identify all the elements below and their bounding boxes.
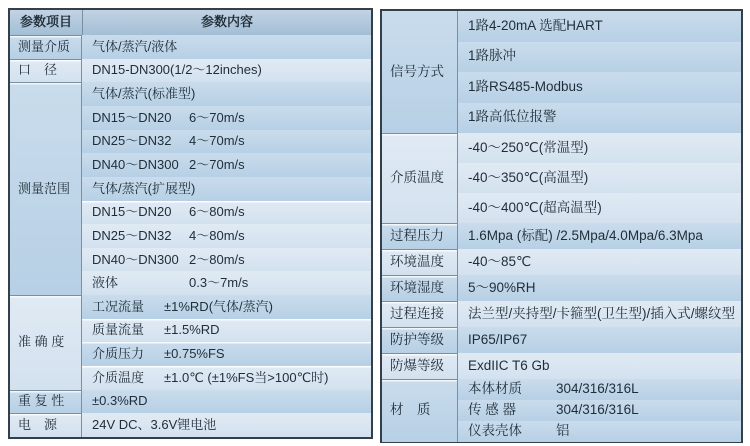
group-label-text: 防护等级 [390,331,444,347]
group-label-text: 准 确 度 [18,334,65,350]
line-value: 6～70m/s [189,109,245,125]
group-content [82,295,371,390]
spec-group [382,379,741,442]
group-label [10,35,82,59]
spec-line [458,400,741,421]
spec-line [82,319,371,343]
line-name: DN15～DN20 [92,109,172,125]
spec-line: 1路脉冲 [458,42,741,73]
line-value: ±1.0℃ (±1%FS当>100℃时) [164,369,329,385]
spec-group [382,249,741,275]
spec-group [382,353,741,379]
group-label [10,82,82,295]
line-value: 2～80m/s [189,251,245,267]
group-label-text: 材 质 [390,402,431,418]
spec-line [82,106,371,130]
line-value: 304/316/316L [556,402,639,418]
group-content [458,11,741,133]
group-label [382,133,458,223]
spec-line [82,201,371,225]
group-content [458,223,741,249]
group-label [382,301,458,327]
line-value: 铝 [556,423,570,439]
spec-group [382,133,741,223]
spec-line: 气体/蒸汽(扩展型) [82,177,371,201]
line-value: 4～80m/s [189,227,245,243]
group-label [10,295,82,390]
line-name: 仪表壳体 [468,423,522,439]
group-label [382,249,458,275]
spec-line: 24V DC、3.6V锂电池 [82,413,371,437]
group-label [382,275,458,301]
group-label-text: 测量范围 [18,180,71,196]
line-name: DN25～DN32 [92,227,172,243]
header-parameter-item: 参数项目 [10,10,83,35]
spec-line [458,379,741,400]
spec-group [382,275,741,301]
line-value: 0.3～7m/s [189,275,249,291]
spec-line: -40～350℃(高温型) [458,163,741,193]
group-label [382,327,458,353]
group-label-text: 介质温度 [390,169,444,185]
line-name: 传 感 器 [468,402,517,418]
spec-group [10,59,371,83]
line-value: ±0.75%FS [164,346,225,362]
group-label-text: 电 源 [18,417,58,433]
group-content [458,327,741,353]
line-name: 工况流量 [92,298,145,314]
group-content [458,249,741,275]
spec-group [10,82,371,295]
group-label-text: 信号方式 [390,63,444,79]
spec-line: 1路高低位报警 [458,103,741,134]
spec-line [82,295,371,319]
line-name: 液体 [92,275,119,291]
spec-group [382,11,741,133]
spec-line [82,153,371,177]
group-content [82,35,371,59]
spec-line: DN15-DN300(1/2～12inches) [82,59,371,83]
spec-line [458,421,741,442]
group-label [10,390,82,414]
parameter-table-left [8,8,373,439]
spec-line: -40～85℃ [458,249,741,275]
spec-line [82,224,371,248]
spec-line [82,130,371,154]
group-label [382,11,458,133]
spec-line [82,366,371,390]
spec-line: 1.6Mpa (标配) /2.5Mpa/4.0Mpa/6.3Mpa [458,223,741,249]
group-content [458,379,741,442]
group-label [382,353,458,379]
group-content [458,275,741,301]
spec-line: 5～90%RH [458,275,741,301]
line-value: 304/316/316L [556,381,639,397]
line-name: DN15～DN20 [92,204,172,220]
parameter-table-right [380,9,743,443]
group-label-text: 口 径 [18,62,58,78]
spec-group [10,390,371,414]
group-content [82,82,371,295]
header-parameter-content: 参数内容 [200,14,253,30]
spec-line: 法兰型/夹持型/卡箍型(卫生型)/插入式/螺纹型 [458,301,741,327]
group-label-text: 重 复 性 [18,393,65,409]
group-label-text: 环境温度 [390,253,444,269]
group-label-text: 过程连接 [390,305,444,321]
group-label-text: 过程压力 [390,227,444,243]
group-label [10,413,82,437]
spec-line: -40～400℃(超高温型) [458,193,741,223]
group-label-text: 防爆等级 [390,357,444,373]
spec-group [10,295,371,390]
line-value: 6～80m/s [189,204,245,220]
spec-group [10,35,371,59]
group-label [382,223,458,249]
group-content [82,390,371,414]
spec-line: 气体/蒸汽/液体 [82,35,371,59]
line-value: ±1%RD(气体/蒸汽) [164,298,273,314]
spec-group [382,327,741,353]
group-content [82,413,371,437]
spec-line: -40～250℃(常温型) [458,133,741,163]
group-content [82,59,371,83]
spec-line: 1路RS485-Modbus [458,72,741,103]
spec-line: ExdIIC T6 Gb [458,353,741,379]
group-label-text: 环境湿度 [390,279,444,295]
spec-line: IP65/IP67 [458,327,741,353]
table-header-row [10,10,371,35]
group-content [458,353,741,379]
group-label-text: 测量介质 [18,38,71,54]
spec-line [82,248,371,272]
line-name: DN40～DN300 [92,251,179,267]
spec-group [382,223,741,249]
table-body [382,11,741,442]
line-name: DN25～DN32 [92,133,172,149]
spec-line [82,271,371,295]
line-name: 介质温度 [92,369,145,385]
group-label [382,379,458,442]
line-name: 介质压力 [92,346,145,362]
line-value: ±1.5%RD [164,322,220,338]
line-value: 4～70m/s [189,133,245,149]
table-body [10,35,371,437]
group-content [458,301,741,327]
line-name: 本体材质 [468,381,522,397]
spec-group [382,301,741,327]
group-label [10,59,82,83]
spec-line: 气体/蒸汽(标准型) [82,82,371,106]
line-name: 质量流量 [92,322,145,338]
line-value: 2～70m/s [189,156,245,172]
group-content [458,133,741,223]
spec-group [10,413,371,437]
spec-line: ±0.3%RD [82,390,371,414]
line-name: DN40～DN300 [92,156,179,172]
spec-line [82,342,371,366]
spec-line: 1路4-20mA 选配HART [458,11,741,42]
